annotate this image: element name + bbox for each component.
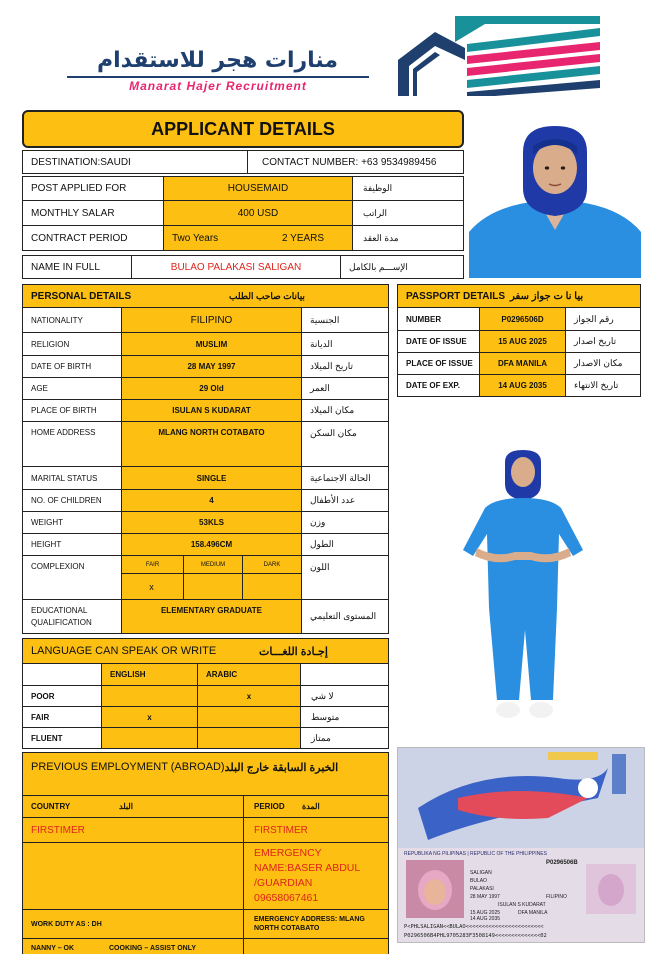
marital-label: MARITAL STATUS [31, 473, 98, 483]
nationality-label: NATIONALITY [31, 315, 83, 325]
complexion-label: COMPLEXION [31, 562, 85, 571]
height-ar: الطول [310, 539, 334, 549]
pob-label-cell [22, 399, 122, 422]
lang-poor-label-cell [22, 685, 102, 707]
emp-period-ar: المدة [302, 802, 320, 811]
address-ar-cell [301, 421, 389, 467]
contract-label: CONTRACT PERIOD [31, 232, 128, 244]
passport-photo [397, 747, 645, 943]
emp-country-label: COUNTRY [31, 802, 71, 811]
pp-place-label-cell [397, 352, 480, 375]
lang-fluent-arabic [197, 727, 301, 749]
children-value: 4 [209, 496, 214, 505]
headshot-image [469, 112, 641, 278]
complexion-dark-head [242, 555, 302, 574]
passport-header-ar: بيا نا ت جواز سفر [510, 290, 584, 302]
education-label-line2: QUALIFICATION [31, 618, 92, 627]
destination-text: DESTINATION:SAUDI [31, 156, 131, 168]
religion-ar-cell [301, 332, 389, 356]
pp-photo-issue: 15 AUG 2025 [470, 910, 501, 916]
lang-poor-arabic [197, 685, 301, 707]
name-ar: الإســـم بالكامل [349, 261, 408, 272]
pp-place-value-cell [479, 352, 566, 375]
lang-fluent-ar: ممتاز [311, 732, 331, 743]
emp-work-duty-cell [22, 909, 244, 939]
passport-header [397, 284, 641, 308]
religion-label: RELIGION [31, 339, 70, 349]
post-value: HOUSEMAID [227, 183, 289, 194]
full-body-image [455, 440, 595, 730]
personal-header [22, 284, 389, 308]
pp-expiry-ar-cell [565, 374, 641, 397]
marital-ar: الحالة الاجتماعية [310, 472, 371, 483]
age-label-cell [22, 377, 122, 400]
emp-country-value: FIRSTIMER [31, 824, 85, 836]
lang-fluent-english [101, 727, 198, 749]
weight-ar-cell [301, 511, 389, 534]
emp-country-ar: البلد [119, 802, 133, 811]
pob-value-cell [121, 399, 302, 422]
complexion-fair-x: x [149, 581, 154, 592]
dob-value: 28 MAY 1997 [187, 362, 236, 371]
height-label-cell [22, 533, 122, 556]
pp-number-value-cell [479, 307, 566, 331]
children-label-cell [22, 489, 122, 512]
weight-value-cell [121, 511, 302, 534]
age-value: 29 Old [199, 384, 224, 393]
pp-expiry-value: 14 AUG 2035 [498, 381, 547, 390]
lang-fluent-ar-cell [300, 727, 389, 749]
lang-fluent-label-cell [22, 727, 102, 749]
complexion-label-cell [22, 555, 122, 600]
employment-header [22, 752, 389, 796]
complexion-fair-head [121, 555, 184, 574]
weight-label: WEIGHT [31, 518, 63, 527]
emp-period-value: FIRSTIMER [254, 824, 308, 836]
page-title: APPLICANT DETAILS [151, 118, 335, 139]
pob-value: ISULAN S KUDARAT [172, 406, 251, 415]
pp-photo-header: REPUBLIKA NG PILIPINAS | REPUBLIC OF THE PHILIPPINES [404, 851, 547, 857]
company-logo [65, 14, 610, 100]
nationality-value: FILIPINO [190, 314, 233, 326]
post-value-cell [163, 176, 353, 201]
lang-fair-ar-cell [300, 706, 389, 728]
pp-photo-place: DFA MANILA [518, 910, 548, 916]
name-value-cell [131, 255, 341, 279]
contract-value-years: 2 YEARS [282, 232, 325, 244]
salary-value-cell [163, 200, 353, 226]
address-ar: مكان السكن [310, 428, 357, 438]
pp-ghost-photo [586, 864, 636, 914]
destination-cell [22, 150, 248, 174]
dob-label: DATE OF BIRTH [31, 362, 92, 371]
lang-poor-arabic-mark: x [246, 691, 252, 701]
pp-issue-value-cell [479, 330, 566, 353]
emp-emergency-cell [243, 842, 389, 910]
lang-corner-cell [22, 663, 102, 686]
emp-duties-right-cell [243, 938, 389, 954]
emp-period-head [243, 795, 389, 818]
nationality-ar-cell [301, 307, 389, 333]
emp-period-value-cell [243, 817, 389, 843]
lang-fluent-label: FLUENT [31, 733, 63, 743]
emergency-line-3: /GUARDIAN [254, 877, 313, 889]
address-label-cell [22, 421, 122, 467]
pp-number-value: P0296506D [501, 314, 544, 324]
nationality-ar: الجنسية [310, 314, 340, 325]
language-header-title: LANGUAGE CAN SPEAK OR WRITE [31, 645, 217, 657]
address-label: HOME ADDRESS [31, 428, 96, 437]
weight-value: 53KLS [199, 518, 224, 527]
weight-ar: وزن [310, 517, 326, 527]
pp-place-label: PLACE OF ISSUE [406, 359, 473, 368]
pp-expiry-ar: تاريخ الانتهاء [574, 380, 619, 390]
pp-place-ar: مكان الاصدار [574, 358, 623, 368]
children-label: NO. OF CHILDREN [31, 496, 102, 505]
pp-photo-nationality: FILIPINO [546, 894, 567, 900]
language-header-ar: إجـادة اللغـــات [259, 645, 328, 658]
pob-label: PLACE OF BIRTH [31, 406, 97, 415]
emp-period-label: PERIOD [254, 802, 285, 811]
emp-country-head [22, 795, 244, 818]
post-label-cell [22, 176, 164, 201]
age-label: AGE [31, 384, 48, 393]
complexion-medium-label: MEDIUM [200, 561, 226, 568]
complexion-medium-head [183, 555, 243, 574]
applicant-full-body-photo [455, 440, 595, 730]
emergency-line-1: EMERGENCY [254, 847, 322, 859]
education-ar: المستوى التعليمي [310, 611, 377, 621]
education-value-cell [121, 599, 302, 634]
emergency-address-line1: EMERGENCY ADDRESS: MLANG [254, 916, 365, 923]
contract-value-words: Two Years [172, 232, 219, 244]
education-label-line1: EDUCATIONAL [31, 606, 88, 615]
pp-expiry-label: DATE OF EXP. [406, 381, 460, 390]
pp-issue-ar: تاريخ اصدار [574, 336, 617, 346]
pp-issue-label-cell [397, 330, 480, 353]
passport-data-page [398, 848, 645, 943]
pp-mrz-line1: P<PHLSALIGAN<<BULAO<<<<<<<<<<<<<<<<<<<<<<<< [404, 924, 544, 930]
lang-fair-label: FAIR [31, 712, 50, 722]
emp-emergency-address-cell [243, 909, 389, 939]
lang-poor-label: POOR [31, 691, 55, 701]
age-ar-cell [301, 377, 389, 400]
pp-issue-label: DATE OF ISSUE [406, 337, 467, 346]
children-ar-cell [301, 489, 389, 512]
children-value-cell [121, 489, 302, 512]
lang-fair-label-cell [22, 706, 102, 728]
pp-holder-photo [406, 860, 464, 918]
lang-fair-english [101, 706, 198, 728]
pp-photo-number: P0296506B [546, 860, 578, 866]
lang-fair-english-mark: x [147, 712, 152, 722]
contract-ar: مدة العقد [363, 232, 399, 243]
contract-ar-cell [352, 225, 464, 251]
complexion-fair-mark [121, 573, 184, 600]
marital-value-cell [121, 466, 302, 490]
pp-place-ar-cell [565, 352, 641, 375]
address-value: MLANG NORTH COTABATO [158, 428, 265, 437]
logo-divider [67, 76, 369, 78]
marital-value: SINGLE [196, 473, 227, 483]
dob-label-cell [22, 355, 122, 378]
dob-value-cell [121, 355, 302, 378]
pp-number-ar: رقم الجواز [574, 313, 614, 324]
emp-empty-cell [22, 842, 244, 910]
pp-number-ar-cell [565, 307, 641, 331]
pp-photo-middle: PALAKASI [470, 886, 494, 892]
salary-ar-cell [352, 200, 464, 226]
marital-ar-cell [301, 466, 389, 490]
emp-duties-cell [22, 938, 244, 954]
name-label: NAME IN FULL [31, 261, 100, 273]
language-header [22, 638, 389, 664]
pp-expiry-value-cell [479, 374, 566, 397]
employment-header-title: PREVIOUS EMPLOYMENT (ABROAD) [31, 761, 225, 773]
lang-poor-ar-cell [300, 685, 389, 707]
complexion-dark-label: DARK [263, 561, 281, 568]
religion-value-cell [121, 332, 302, 356]
lang-arabic-head [197, 663, 301, 686]
weight-label-cell [22, 511, 122, 534]
complexion-ar: اللون [310, 562, 330, 572]
pp-photo-pob: ISULAN S KUDARAT [498, 902, 546, 908]
marital-label-cell [22, 466, 122, 490]
children-ar: عدد الأطفال [310, 495, 356, 505]
lang-corner-ar-cell [300, 663, 389, 686]
nationality-label-cell [22, 307, 122, 333]
complexion-dark-mark [242, 573, 302, 600]
passport-header-title: PASSPORT DETAILS [406, 290, 506, 302]
pp-photo-surname: SALIGAN [470, 870, 492, 876]
nationality-value-cell [121, 307, 302, 333]
religion-label-cell [22, 332, 122, 356]
emp-country-value-cell [22, 817, 244, 843]
contact-text: CONTACT NUMBER: +63 9534989456 [262, 156, 437, 168]
complexion-medium-mark [183, 573, 243, 600]
employment-header-ar: الخبرة السابقة خارج البلد [224, 762, 339, 774]
name-label-cell [22, 255, 132, 279]
name-ar-cell [340, 255, 464, 279]
lang-arabic-label: ARABIC [206, 670, 238, 679]
pp-number-label: NUMBER [406, 314, 442, 324]
salary-label: MONTHLY SALAR [31, 207, 115, 219]
salary-ar: الراتب [363, 207, 388, 218]
education-label-cell [22, 599, 122, 634]
lang-poor-english [101, 685, 198, 707]
religion-value: MUSLIM [195, 339, 228, 349]
age-value-cell [121, 377, 302, 400]
religion-ar: الديانة [310, 338, 333, 349]
height-value-cell [121, 533, 302, 556]
lang-fair-arabic [197, 706, 301, 728]
personal-header-ar: بيانات صاحب الطلب [229, 290, 305, 301]
pp-photo-dob: 28 MAY 1997 [470, 894, 500, 900]
pp-mrz-line2: P0296506B4PHL9705283F3508149<<<<<<<<<<<<<<02 [404, 933, 547, 939]
age-ar: العمر [310, 383, 330, 393]
contact-cell [247, 150, 464, 174]
height-label: HEIGHT [31, 540, 62, 549]
pp-issue-ar-cell [565, 330, 641, 353]
height-value: 158.496CM [190, 540, 233, 549]
duty-cooking: COOKING – ASSIST ONLY [109, 945, 196, 952]
personal-header-title: PERSONAL DETAILS [31, 290, 132, 302]
education-value: ELEMENTARY GRADUATE [160, 606, 263, 615]
emergency-line-2: NAME:BASER ABDUL [254, 862, 361, 874]
contract-value-cell [163, 225, 353, 251]
work-duty-text: WORK DUTY AS : DH [31, 920, 102, 928]
contract-label-cell [22, 225, 164, 251]
post-ar-cell [352, 176, 464, 201]
post-label: POST APPLIED FOR [31, 183, 127, 194]
lang-fair-ar: متوسط [311, 711, 340, 722]
post-ar: الوظيفة [363, 183, 393, 193]
education-ar-cell [301, 599, 389, 634]
lang-english-head [101, 663, 198, 686]
duty-nanny: NANNY – OK [31, 945, 75, 952]
dob-ar-cell [301, 355, 389, 378]
logo-house-icon [395, 14, 610, 100]
pp-place-value: DFA MANILA [497, 359, 548, 368]
title-banner [22, 110, 464, 148]
emergency-address-line2: NORTH COTABATO [254, 925, 320, 932]
pp-issue-value: 15 AUG 2025 [498, 337, 547, 346]
salary-label-cell [22, 200, 164, 226]
logo-english-text: Manarat Hajer Recruitment [129, 79, 307, 93]
name-value: BULAO PALAKASI SALIGAN [170, 261, 302, 273]
complexion-fair-label: FAIR [145, 561, 160, 568]
complexion-ar-cell [301, 555, 389, 600]
dob-ar: تاريخ الميلاد [310, 361, 353, 371]
pob-ar: مكان الميلاد [310, 405, 355, 415]
height-ar-cell [301, 533, 389, 556]
salary-value: 400 USD [237, 207, 279, 219]
pp-number-label-cell [397, 307, 480, 331]
emergency-line-4: 09658067461 [254, 892, 319, 904]
passport-upper-page [398, 748, 645, 848]
pp-expiry-label-cell [397, 374, 480, 397]
applicant-headshot [469, 112, 641, 278]
pp-photo-expiry: 14 AUG 2035 [470, 916, 501, 922]
logo-arabic-text: منارات هجر للاستقدام [96, 48, 339, 73]
lang-english-label: ENGLISH [110, 670, 146, 679]
pp-photo-given: BULAO [470, 878, 487, 884]
pob-ar-cell [301, 399, 389, 422]
address-value-cell [121, 421, 302, 467]
lang-poor-ar: لا شي [311, 690, 334, 701]
